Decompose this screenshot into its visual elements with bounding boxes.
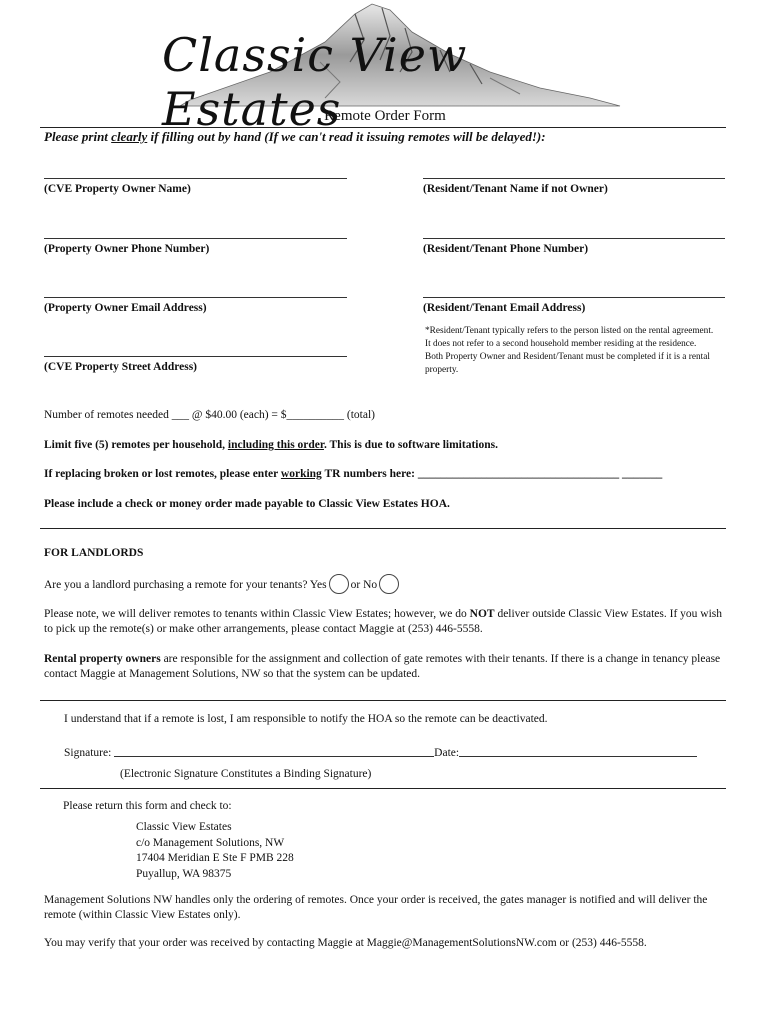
electronic-signature-note: (Electronic Signature Constitutes a Binding Signature) — [120, 768, 372, 780]
return-address — [136, 820, 294, 882]
owner-email-line[interactable] — [44, 297, 347, 298]
section-rule-2 — [40, 700, 726, 701]
address-line: 17404 Meridian E Ste F PMB 228 — [136, 852, 294, 864]
landlord-question: Are you a landlord purchasing a remote for your tenants? Yes or No — [44, 574, 401, 594]
section-rule-1 — [40, 528, 726, 529]
title-rule — [40, 127, 726, 128]
address-line: Puyallup, WA 98375 — [136, 867, 232, 880]
yes-radio[interactable] — [329, 574, 349, 594]
rental-owners-note: Rental property owners are responsible for the assignment and collection of gate remotes with their tenants. If there is a change in tenancy please contact Maggie at Management Solutions, NW so that the system can be updated. — [44, 653, 721, 680]
date-field[interactable] — [459, 745, 697, 757]
tenant-email-label: (Resident/Tenant Email Address) — [423, 302, 586, 314]
date-label: Date: — [434, 747, 460, 759]
signature-field[interactable] — [114, 745, 434, 757]
form-title: Remote Order Form — [324, 108, 446, 124]
address-line: c/o Management Solutions, NW — [136, 836, 285, 849]
signature-row — [64, 745, 697, 761]
logo-text: Classic View Estates — [162, 28, 468, 136]
street-address-label: (CVE Property Street Address) — [44, 361, 197, 373]
tenant-phone-label: (Resident/Tenant Phone Number) — [423, 243, 589, 255]
replace-text[interactable]: If replacing broken or lost remotes, please enter working TR numbers here: ___________________________________ _______ — [44, 468, 663, 480]
address-line: Classic View Estates — [136, 821, 232, 833]
owner-phone-label: (Property Owner Phone Number) — [44, 243, 210, 255]
tenant-name-label: (Resident/Tenant Name if not Owner) — [423, 183, 608, 195]
owner-name-label: (CVE Property Owner Name) — [44, 183, 191, 195]
section-rule-3 — [40, 788, 726, 789]
tenant-note: *Resident/Tenant typically refers to the person listed on the rental agreement. It does not refer to a second household member residing at the residence. Both Property Owner and Resident/Tenant must be completed if it is a rental property. — [425, 326, 714, 375]
limit-text: Limit five (5) remotes per household, including this order. This is due to software limitations. — [44, 439, 498, 451]
lost-remote-statement: I understand that if a remote is lost, I am responsible to notify the HOA so the remote can be deactivated. — [64, 713, 548, 725]
owner-email-label: (Property Owner Email Address) — [44, 302, 207, 314]
return-heading: Please return this form and check to: — [63, 800, 232, 812]
delivery-note: Please note, we will deliver remotes to tenants within Classic View Estates; however, we do NOT deliver outside Classic View Estates. If you wish to pick up the remote(s) or make other arrangements, please contact Maggie at (253) 446-5558. — [44, 608, 723, 635]
tenant-phone-line[interactable] — [423, 238, 725, 239]
tenant-email-line[interactable] — [423, 297, 725, 298]
verify-note: You may verify that your order was received by contacting Maggie at Maggie@ManagementSolutionsNW.com or (253) 446-5558. — [44, 937, 647, 949]
remote-count-line[interactable]: Number of remotes needed ___ @ $40.00 (each) = $__________ (total) — [44, 409, 376, 421]
street-address-line[interactable] — [44, 356, 347, 357]
tenant-name-line[interactable] — [423, 178, 725, 179]
no-radio[interactable] — [379, 574, 399, 594]
owner-name-line[interactable] — [44, 178, 347, 179]
check-text: Please include a check or money order made payable to Classic View Estates HOA. — [44, 498, 450, 510]
handles-note: Management Solutions NW handles only the ordering of remotes. Once your order is received, the gates manager is notified and will deliver the remote (within Classic View Estates only). — [44, 894, 708, 921]
print-instruction: Please print clearly if filling out by hand (If we can't read it issuing remotes will be delayed!): — [44, 129, 546, 144]
landlords-heading: FOR LANDLORDS — [44, 547, 144, 559]
signature-label: Signature: — [64, 747, 115, 759]
owner-phone-line[interactable] — [44, 238, 347, 239]
instruction-underlined: clearly — [111, 129, 148, 144]
